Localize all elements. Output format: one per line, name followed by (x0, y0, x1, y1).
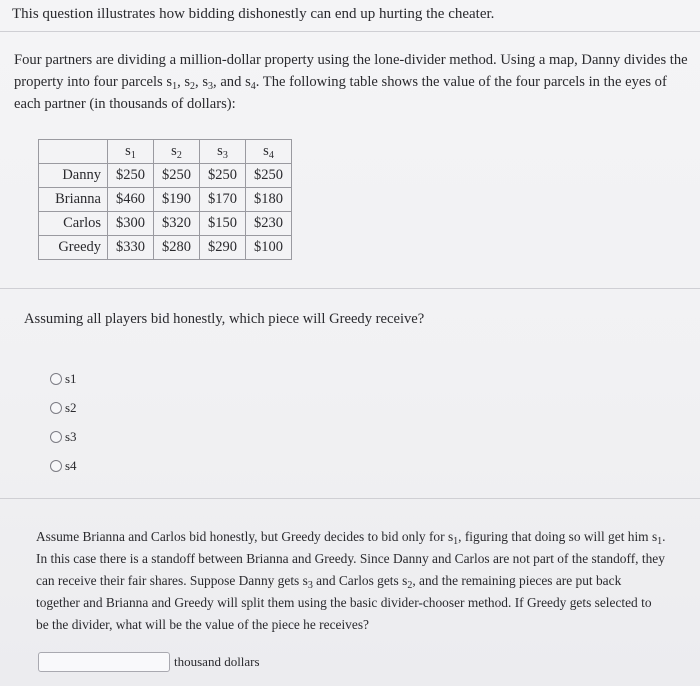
table-row (39, 236, 292, 260)
table-cell: $100 (246, 236, 292, 260)
parcel-s1: $s_1$ (651, 529, 663, 547)
option-label: s3 (65, 428, 77, 444)
table-cell: $300 (108, 212, 154, 236)
table-cell: $170 (200, 188, 246, 212)
radio-button-icon[interactable] (50, 402, 62, 414)
table-header-s1: $s_1$ (108, 140, 154, 164)
table-cell: $180 (246, 188, 292, 212)
problem-text: Four partners are dividing a million-dollar property using the lone-divider method. Using a map, Danny divides the property into four parcels $s_1$, $s_2$, $s_3$, and $s_4$. The following table shows the value of the four parcels in the eyes of each partner (in thousands of dollars): (14, 52, 688, 112)
table-cell: $250 (154, 164, 200, 188)
row-name-danny: Danny (39, 164, 108, 188)
table-cell: $230 (246, 212, 292, 236)
table-cell: $280 (154, 236, 200, 260)
parcel-s1: $s_1$ (166, 74, 178, 92)
divider-top (0, 31, 700, 32)
parcel-s3: $s_3$ (202, 74, 214, 92)
table-cell: $250 (200, 164, 246, 188)
table-cell: $330 (108, 236, 154, 260)
row-name-greedy: Greedy (39, 236, 108, 260)
answer-input[interactable] (38, 652, 170, 672)
table-cell: $250 (246, 164, 292, 188)
row-name-carlos: Carlos (39, 212, 108, 236)
radio-button-icon[interactable] (50, 373, 62, 385)
parcel-s2: $s_2$ (402, 573, 413, 591)
option-s1[interactable] (50, 364, 77, 393)
option-label: s4 (65, 457, 77, 473)
table-cell: $250 (108, 164, 154, 188)
parcel-s2: $s_2$ (184, 74, 196, 92)
answer-row (38, 652, 260, 672)
table-row (39, 212, 292, 236)
table-corner-cell (39, 140, 108, 164)
parcel-s3: $s_3$ (302, 573, 313, 591)
option-label: s1 (65, 370, 77, 386)
radio-button-icon[interactable] (50, 431, 62, 443)
question-1-text: Assuming all players bid honestly, which piece will Greedy receive? (24, 311, 425, 327)
option-s3[interactable] (50, 422, 77, 451)
divider-lower (0, 498, 700, 499)
table-header-s2: $s_2$ (154, 140, 200, 164)
value-table (38, 139, 292, 260)
option-s2[interactable] (50, 393, 77, 422)
table-cell: $460 (108, 188, 154, 212)
divider-middle (0, 288, 700, 289)
table-cell: $320 (154, 212, 200, 236)
intro-text: This question illustrates how bidding dishonestly can end up hurting the cheater. (12, 6, 495, 22)
problem-text-part1: Four partners are dividing a million-dollar property using the lone-divider method. Using a map, Danny divides the property into four parcels (14, 52, 688, 90)
parcel-s1: $s_1$ (447, 529, 459, 547)
table-row (39, 164, 292, 188)
option-label: s2 (65, 399, 77, 415)
parcel-s4: $s_4$ (245, 74, 256, 92)
table-header-s3: $s_3$ (200, 140, 246, 164)
table-cell: $150 (200, 212, 246, 236)
option-s4[interactable] (50, 451, 77, 480)
table-header-row (39, 140, 292, 164)
problem-text-part2: . The following table shows the value of the four parcels in the eyes of each partner (in thousands of dollars): (14, 74, 667, 112)
table-row (39, 188, 292, 212)
answer-options (50, 364, 77, 480)
row-name-brianna: Brianna (39, 188, 108, 212)
table-cell: $190 (154, 188, 200, 212)
table-header-s4: $s_4$ (246, 140, 292, 164)
table-cell: $290 (200, 236, 246, 260)
radio-button-icon[interactable] (50, 460, 62, 472)
question-2-text: Assume Brianna and Carlos bid honestly, but Greedy decides to bid only for $s_1$, figuring that doing so will get him $s_1$. In this case there is a standoff between Brianna and Greedy. Since Danny and Carlos are not part of the standoff, they can receive their fair shares. Suppose Danny gets $s_3$ and Carlos gets $s_2$, and the remaining pieces are put back together and Brianna and Greedy will split them using the basic divider-chooser method. If Greedy gets selected to be the divider, what will be the value of the piece he receives? (36, 529, 666, 632)
unit-label: thousand dollars (174, 654, 260, 669)
